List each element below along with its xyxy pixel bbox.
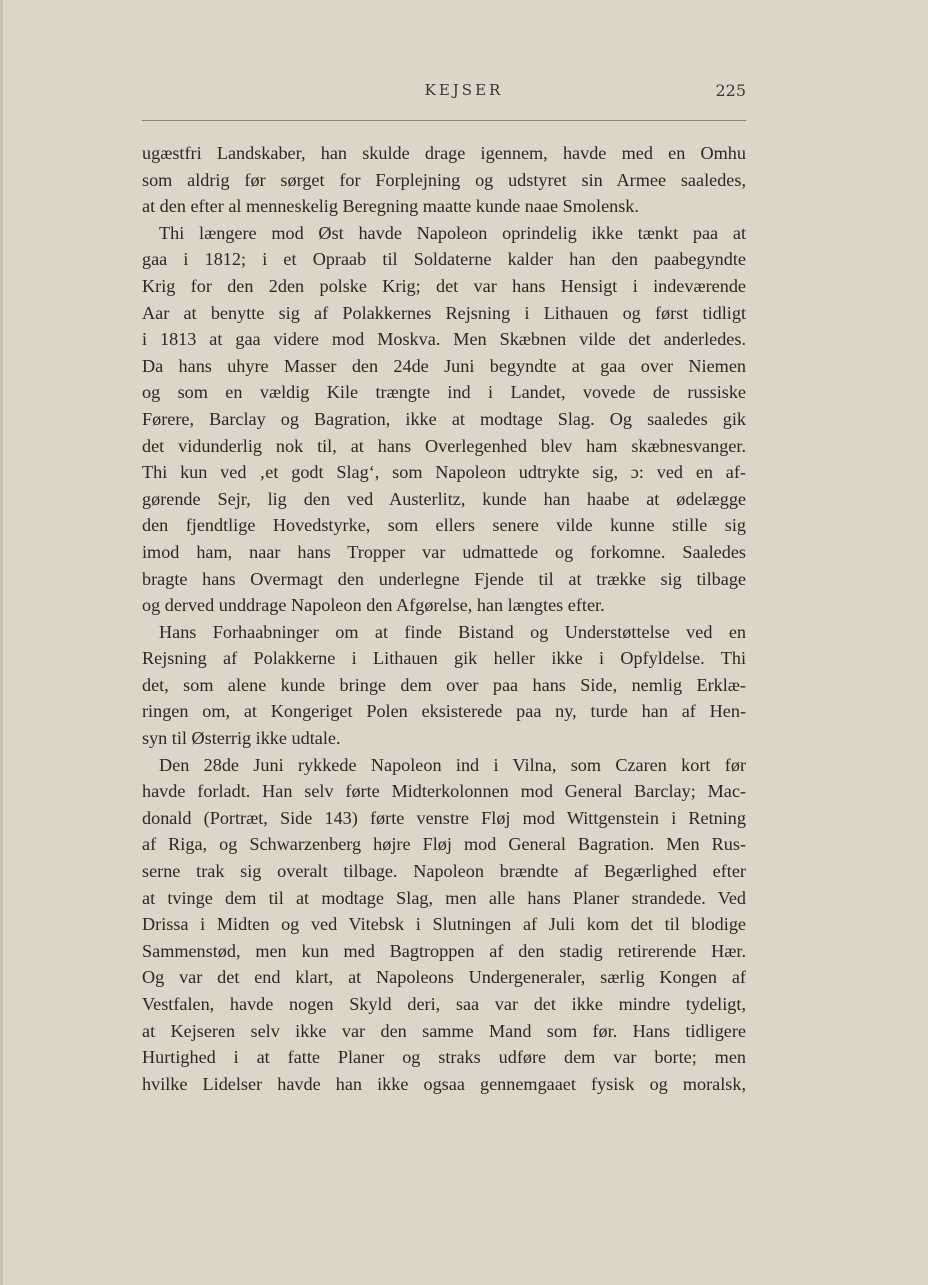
text-line: syn til Østerrig ikke udtale. <box>142 728 341 749</box>
text-line: at den efter al menneskelig Beregning maatte kunde naae Smolensk. <box>142 196 639 217</box>
text-line: donald (Portræt, Side 143) førte venstre Fløj mod Wittgenstein i Retning <box>142 807 746 828</box>
text-line: og som en vældig Kile trængte ind i Landet, vovede de russiske <box>142 382 746 403</box>
text-line: ringen om, at Kongeriget Polen eksisterede paa ny, turde han af Hen- <box>142 701 746 722</box>
text-line: Den 28de Juni rykkede Napoleon ind i Vilna, som Czaren kort før <box>159 754 746 775</box>
text-line: i 1813 at gaa videre mod Moskva. Men Skæbnen vilde det anderledes. <box>142 329 746 350</box>
text-line: Aar at benytte sig af Polakkernes Rejsning i Lithauen og først tidligt <box>142 302 746 323</box>
text-line: at tvinge dem til at modtage Slag, men alle hans Planer strandede. Ved <box>142 887 746 908</box>
text-line: bragte hans Overmagt den underlegne Fjende til at trække sig tilbage <box>142 568 746 589</box>
text-line: Rejsning af Polakkerne i Lithauen gik heller ikke i Opfyldelse. Thi <box>142 648 746 669</box>
text-line: Krig for den 2den polske Krig; det var hans Hensigt i indeværende <box>142 275 746 296</box>
text-line: Vestfalen, havde nogen Skyld deri, saa var det ikke mindre tydeligt, <box>142 994 746 1014</box>
text-line: og derved unddrage Napoleon den Afgørelse, han længtes efter. <box>142 595 605 616</box>
text-line: Førere, Barclay og Bagration, ikke at modtage Slag. Og saaledes gik <box>142 408 746 429</box>
text-line: som aldrig før sørget for Forplejning og udstyret sin Armee saaledes, <box>142 169 746 190</box>
text-line: hvilke Lidelser havde han ikke ogsaa gennemgaaet fysisk og moralsk, <box>142 1073 746 1094</box>
body-text <box>142 140 746 1097</box>
text-line: det vidunderlig nok til, at hans Overlegenhed blev ham skæbnesvanger. <box>142 435 746 456</box>
text-line: serne trak sig overalt tilbage. Napoleon brændte af Begærlighed efter <box>142 861 746 882</box>
text-line: at Kejseren selv ikke var den samme Mand som før. Hans tidligere <box>142 1020 746 1041</box>
text-line: Hurtighed i at fatte Planer og straks udføre dem var borte; men <box>142 1047 746 1068</box>
header-rule <box>142 120 746 121</box>
text-line: Thi kun ved ‚et godt Slag‘, som Napoleon udtrykte sig, ɔ: ved en af- <box>142 462 746 483</box>
text-line: ugæstfri Landskaber, han skulde drage igennem, havde med en Omhu <box>142 143 746 163</box>
text-line: Da hans uhyre Masser den 24de Juni begyndte at gaa over Niemen <box>142 355 746 376</box>
running-header-title: KEJSER <box>424 81 504 99</box>
text-line: imod ham, naar hans Tropper var udmattede og forkomne. Saaledes <box>142 541 746 562</box>
text-line: Og var det end klart, at Napoleons Undergeneraler, særlig Kongen af <box>142 967 746 988</box>
page-left-edge <box>0 0 3 1285</box>
text-line: Hans Forhaabninger om at finde Bistand og Understøttelse ved en <box>159 621 746 642</box>
text-line: af Riga, og Schwarzenberg højre Fløj mod General Bagration. Men Rus- <box>142 834 746 855</box>
text-line: gaa i 1812; i et Opraab til Soldaterne kalder han den paabegyndte <box>142 249 746 270</box>
text-line: Thi længere mod Øst havde Napoleon oprindelig ikke tænkt paa at <box>159 222 746 243</box>
text-line: havde forladt. Han selv førte Midterkolonnen mod General Barclay; Mac- <box>142 781 746 802</box>
text-line: gørende Sejr, lig den ved Austerlitz, kunde han haabe at ødelægge <box>142 488 746 509</box>
text-line: Sammenstød, men kun med Bagtroppen af den stadig retirerende Hær. <box>142 940 746 961</box>
text-line: Drissa i Midten og ved Vitebsk i Slutningen af Juli kom det til blodige <box>142 914 746 935</box>
text-line: den fjendtlige Hovedstyrke, som ellers senere vilde kunne stille sig <box>142 515 746 536</box>
page-number: 225 <box>715 81 746 100</box>
text-line: det, som alene kunde bringe dem over paa hans Side, nemlig Erklæ- <box>142 674 746 695</box>
